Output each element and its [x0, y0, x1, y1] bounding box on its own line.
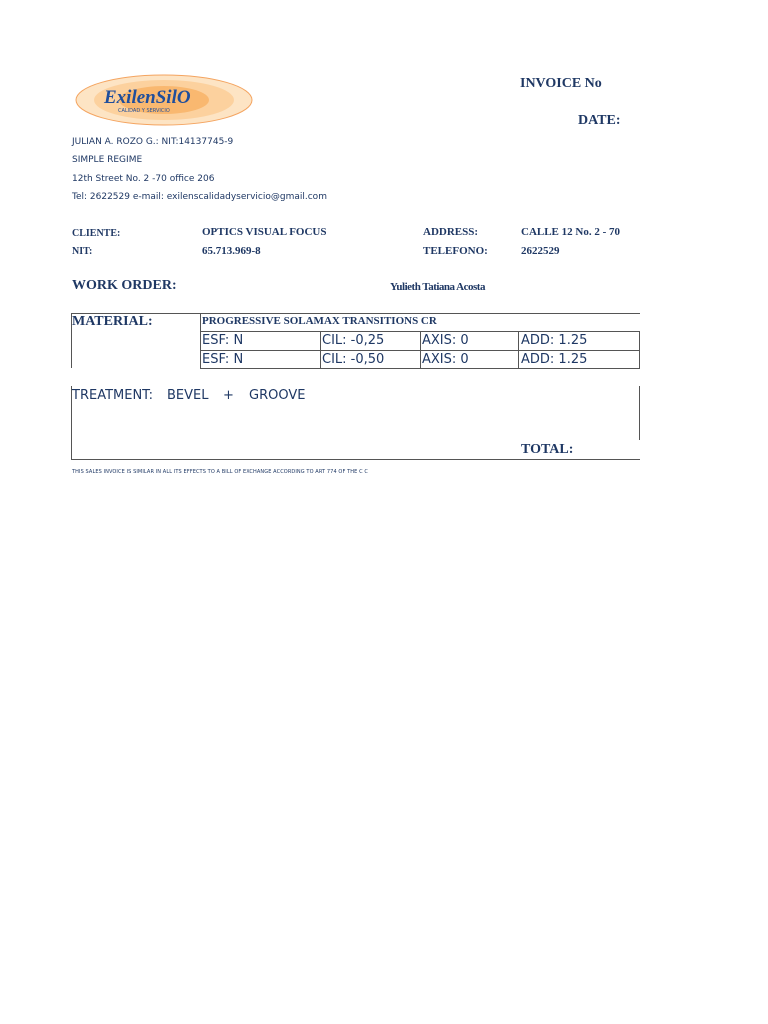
treatment-right-border	[639, 386, 640, 440]
treatment-bottom-border	[71, 459, 640, 460]
issuer-contact: Tel: 2622529 e-mail: exilenscalidadyservicio@gmail.com	[72, 192, 327, 202]
row2-axis: AXIS: 0	[422, 352, 469, 367]
row1-cil: CIL: -0,25	[322, 333, 385, 348]
material-label: MATERIAL:	[72, 314, 153, 329]
footer-note: THIS SALES INVOICE IS SIMILAR IN ALL ITS EFFECTS TO A BILL OF EXCHANGE ACCORDING TO ART 774 OF THE C C	[72, 469, 368, 475]
company-logo	[74, 72, 254, 128]
issuer-regime: SIMPLE REGIME	[72, 155, 143, 165]
logo-tagline: CALIDAD Y SERVICIO	[118, 108, 170, 114]
col-divider-4	[639, 331, 640, 369]
work-order-label: WORK ORDER:	[72, 278, 177, 293]
row2-esf: ESF: N	[202, 352, 244, 367]
work-order-value: Yulieth Tatiana Acosta	[390, 281, 485, 293]
col-divider-3	[518, 331, 519, 369]
logo-text: ExilenSilO	[104, 87, 191, 108]
address-label: ADDRESS:	[423, 226, 479, 238]
row1-esf: ESF: N	[202, 333, 244, 348]
telefono-label: TELEFONO:	[423, 245, 488, 257]
col-divider-1	[320, 331, 321, 369]
row1-axis: AXIS: 0	[422, 333, 469, 348]
material-divider	[200, 313, 201, 369]
total-label: TOTAL:	[521, 442, 574, 457]
treatment-label: TREATMENT:	[72, 388, 154, 403]
table-top-border	[71, 313, 640, 314]
address-value: CALLE 12 No. 2 - 70	[521, 226, 621, 238]
treatment-plus: +	[223, 388, 234, 403]
cliente-value: OPTICS VISUAL FOCUS	[202, 226, 327, 238]
row2-cil: CIL: -0,50	[322, 352, 385, 367]
cliente-label: CLIENTE:	[72, 228, 121, 239]
issuer-name: JULIAN A. ROZO G.: NIT:14137745-9	[72, 137, 234, 147]
nit-value: 65.713.969-8	[202, 245, 261, 257]
treatment-item-bevel: BEVEL	[167, 388, 209, 403]
date-label: DATE:	[578, 113, 621, 128]
nit-label: NIT:	[72, 246, 93, 257]
material-description: PROGRESSIVE SOLAMAX TRANSITIONS CR	[202, 315, 437, 327]
row2-add: ADD: 1.25	[521, 352, 588, 367]
invoice-label: INVOICE No	[520, 76, 602, 91]
issuer-address: 12th Street No. 2 -70 office 206	[72, 174, 215, 184]
telefono-value: 2622529	[521, 245, 560, 257]
row1-add: ADD: 1.25	[521, 333, 588, 348]
col-divider-2	[420, 331, 421, 369]
treatment-item-groove: GROOVE	[249, 388, 306, 403]
